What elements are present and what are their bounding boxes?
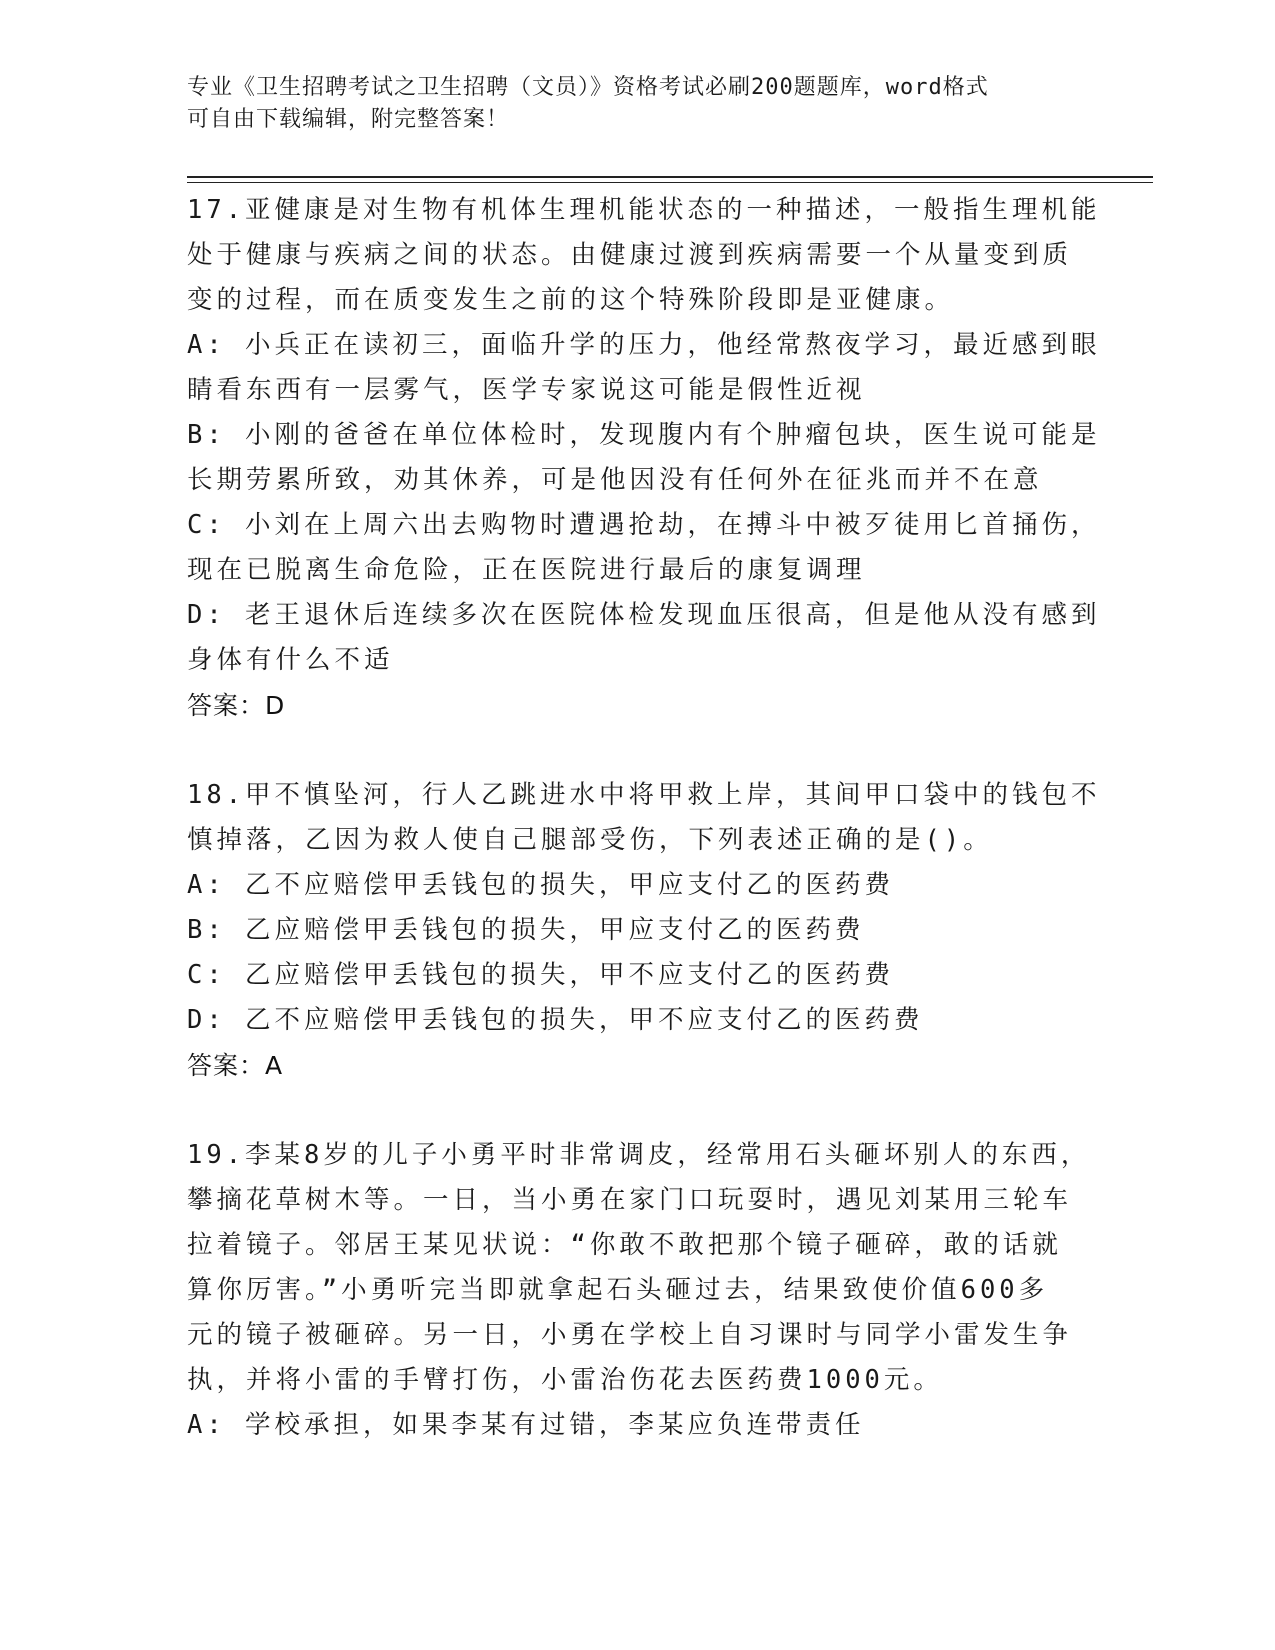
document-header — [187, 72, 1067, 136]
option-a-line: A: 乙不应赔偿甲丢钱包的损失，甲应支付乙的医药费 — [187, 870, 895, 900]
question-stem-line: 变的过程，而在质变发生之前的这个特殊阶段即是亚健康。 — [187, 285, 955, 315]
option-a-line: A: 学校承担，如果李某有过错，李某应负连带责任 — [187, 1410, 865, 1440]
question-stem-line: 19.李某8岁的儿子小勇平时非常调皮，经常用石头砸坏别人的东西， — [187, 1140, 1091, 1170]
answer-label: 答案：A — [187, 1051, 284, 1080]
header-divider-thick — [187, 176, 1153, 178]
option-a-line: A: 小兵正在读初三，面临升学的压力，他经常熬夜学习，最近感到眼 — [187, 330, 1101, 360]
option-a-line: 睛看东西有一层雾气，医学专家说这可能是假性近视 — [187, 375, 866, 405]
question-stem-line: 拉着镜子。邻居王某见状说：“你敢不敢把那个镜子砸碎，敢的话就 — [187, 1230, 1062, 1260]
option-c-line: C: 小刘在上周六出去购物时遭遇抢劫，在搏斗中被歹徒用匕首捅伤， — [187, 510, 1101, 540]
question-stem-line: 执，并将小雷的手臂打伤，小雷治伤花去医药费1000元。 — [187, 1365, 943, 1395]
question-stem-line: 处于健康与疾病之间的状态。由健康过渡到疾病需要一个从量变到质 — [187, 240, 1073, 270]
question-list — [187, 188, 1101, 1448]
question-spacer — [187, 728, 1087, 773]
option-d-line: D: 老王退休后连续多次在医院体检发现血压很高，但是他从没有感到 — [187, 600, 1101, 630]
option-b-line: B: 小刚的爸爸在单位体检时，发现腹内有个肿瘤包块，医生说可能是 — [187, 420, 1101, 450]
question-stem-line: 算你厉害。”小勇听完当即就拿起石头砸过去，结果致使价值600多 — [187, 1275, 1049, 1305]
question-stem-line: 17.亚健康是对生物有机体生理机能状态的一种描述，一般指生理机能 — [187, 195, 1101, 225]
option-b-line: 长期劳累所致，劝其休养，可是他因没有任何外在征兆而并不在意 — [187, 465, 1043, 495]
answer-label: 答案：D — [187, 691, 286, 720]
option-c-line: 现在已脱离生命危险，正在医院进行最后的康复调理 — [187, 555, 866, 585]
question-stem-line: 攀摘花草树木等。一日，当小勇在家门口玩耍时，遇见刘某用三轮车 — [187, 1185, 1073, 1215]
question-19 — [187, 1133, 1091, 1448]
option-c-line: C: 乙应赔偿甲丢钱包的损失，甲不应支付乙的医药费 — [187, 960, 895, 990]
question-spacer — [187, 1088, 1087, 1133]
question-stem-line: 18.甲不慎坠河，行人乙跳进水中将甲救上岸，其间甲口袋中的钱包不 — [187, 780, 1101, 810]
option-d-line: D: 乙不应赔偿甲丢钱包的损失，甲不应支付乙的医药费 — [187, 1005, 924, 1035]
question-stem-line: 元的镜子被砸碎。另一日，小勇在学校上自习课时与同学小雷发生争 — [187, 1320, 1073, 1350]
question-17 — [187, 188, 1101, 728]
option-d-line: 身体有什么不适 — [187, 645, 394, 675]
question-18 — [187, 773, 1101, 1088]
header-divider-thin — [187, 182, 1153, 183]
header-title-line-1: 专业《卫生招聘考试之卫生招聘（文员）》资格考试必刷200题题库，word格式 — [187, 75, 989, 100]
question-stem-line: 慎掉落，乙因为救人使自己腿部受伤，下列表述正确的是()。 — [187, 825, 993, 855]
option-b-line: B: 乙应赔偿甲丢钱包的损失，甲应支付乙的医药费 — [187, 915, 865, 945]
header-title-line-2: 可自由下载编辑，附完整答案！ — [187, 107, 510, 132]
